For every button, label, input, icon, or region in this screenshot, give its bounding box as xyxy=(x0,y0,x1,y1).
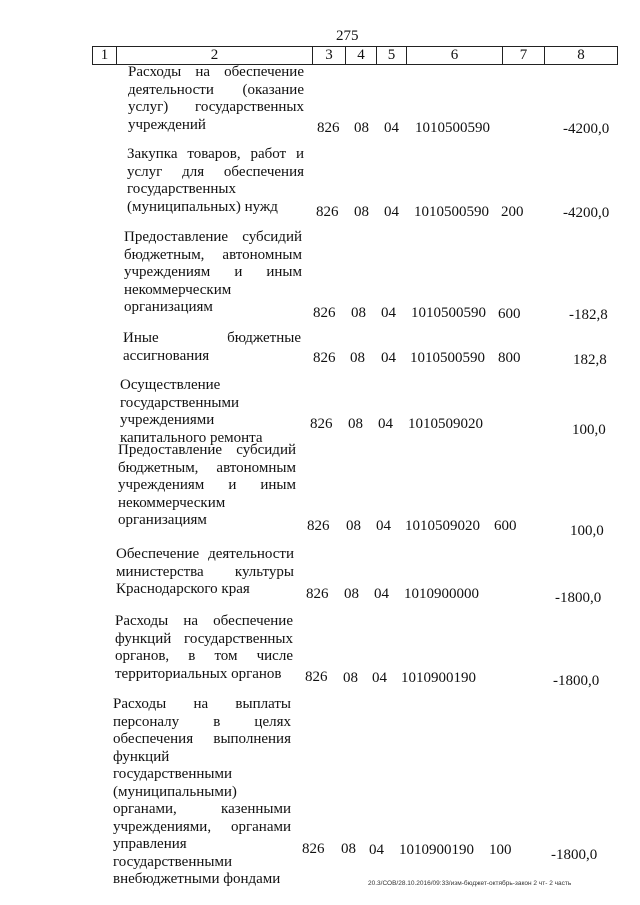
header-col-3: 3 xyxy=(313,47,346,64)
row-c8: -1800,0 xyxy=(551,847,598,863)
row-c6: 1010500590 xyxy=(414,204,489,220)
row-c5: 04 xyxy=(376,518,391,534)
row-c8: -4200,0 xyxy=(563,121,610,137)
row-name: Расходы на обеспечение деятельности (оказание услуг) государственных учреждений xyxy=(128,64,304,133)
footer-note: 20.3/СОВ/28.10.2016/09:33/изм-бюджет-октябрь-закон 2 чт- 2 часть xyxy=(368,880,572,887)
row-c8: 182,8 xyxy=(573,352,607,368)
row-c8: -1800,0 xyxy=(555,590,602,606)
row-c4: 08 xyxy=(351,305,366,321)
row-c6: 1010900190 xyxy=(401,670,476,686)
row-c8: -1800,0 xyxy=(553,673,600,689)
row-c8: 100,0 xyxy=(570,523,604,539)
row-c6: 1010500590 xyxy=(415,120,490,136)
header-col-6: 6 xyxy=(407,47,503,64)
row-c3: 826 xyxy=(316,204,339,220)
row-c8: -4200,0 xyxy=(563,205,610,221)
row-c3: 826 xyxy=(317,120,340,136)
row-c4: 08 xyxy=(343,670,358,686)
row-c7: 100 xyxy=(489,842,512,858)
row-c5: 04 xyxy=(381,305,396,321)
row-c4: 08 xyxy=(354,204,369,220)
header-col-2: 2 xyxy=(117,47,313,64)
row-name: Предоставление субсидий бюджетным, автономным учреждениям и иным некоммерческим организациям xyxy=(124,229,302,315)
row-c3: 826 xyxy=(305,669,328,685)
header-col-4: 4 xyxy=(346,47,377,64)
row-c3: 826 xyxy=(307,518,330,534)
row-c4: 08 xyxy=(354,120,369,136)
row-c8: -182,8 xyxy=(569,307,608,323)
row-c3: 826 xyxy=(306,586,329,602)
row-name: Предоставление субсидий бюджетным, автономным учреждениям и иным некоммерческим организациям xyxy=(118,442,296,528)
row-name: Расходы на выплаты персоналу в целях обеспечения выполнения функций государственными (муниципальными) органами, казенными учреждениями, органами управления государственными внебюджетными фондами xyxy=(113,696,291,887)
row-c6: 1010509020 xyxy=(405,518,480,534)
row-c4: 08 xyxy=(341,841,356,857)
row-c6: 1010900190 xyxy=(399,842,474,858)
header-col-1: 1 xyxy=(93,47,117,64)
row-c6: 1010509020 xyxy=(408,416,483,432)
row-c5: 04 xyxy=(372,670,387,686)
row-c7: 600 xyxy=(494,518,517,534)
row-c3: 826 xyxy=(310,416,333,432)
row-name: Иные бюджетные ассигнования xyxy=(123,330,301,364)
row-c5: 04 xyxy=(378,416,393,432)
row-name: Расходы на обеспечение функций государственных органов, в том числе территориальных органов xyxy=(115,613,293,682)
row-name: Закупка товаров, работ и услуг для обеспечения государственных (муниципальных) нужд xyxy=(127,146,304,215)
page-number: 275 xyxy=(336,28,359,44)
row-name: Обеспечение деятельности министерства культуры Краснодарского края xyxy=(116,546,294,597)
header-col-5: 5 xyxy=(377,47,407,64)
row-c5: 04 xyxy=(384,120,399,136)
row-c3: 826 xyxy=(313,305,336,321)
row-c5: 04 xyxy=(381,350,396,366)
row-c5: 04 xyxy=(369,842,384,858)
row-c8: 100,0 xyxy=(572,422,606,438)
table-header xyxy=(92,46,618,65)
row-c4: 08 xyxy=(348,416,363,432)
row-c7: 200 xyxy=(501,204,524,220)
row-c5: 04 xyxy=(384,204,399,220)
header-col-7: 7 xyxy=(503,47,545,64)
row-c4: 08 xyxy=(346,518,361,534)
row-c4: 08 xyxy=(350,350,365,366)
row-c7: 800 xyxy=(498,350,521,366)
header-col-8: 8 xyxy=(577,47,585,63)
row-c7: 600 xyxy=(498,306,521,322)
row-c4: 08 xyxy=(344,586,359,602)
row-name: Осуществление государственными учреждениями капитального ремонта xyxy=(120,377,263,446)
row-c3: 826 xyxy=(302,841,325,857)
row-c3: 826 xyxy=(313,350,336,366)
row-c6: 1010900000 xyxy=(404,586,479,602)
row-c6: 1010500590 xyxy=(411,305,486,321)
row-c6: 1010500590 xyxy=(410,350,485,366)
row-c5: 04 xyxy=(374,586,389,602)
